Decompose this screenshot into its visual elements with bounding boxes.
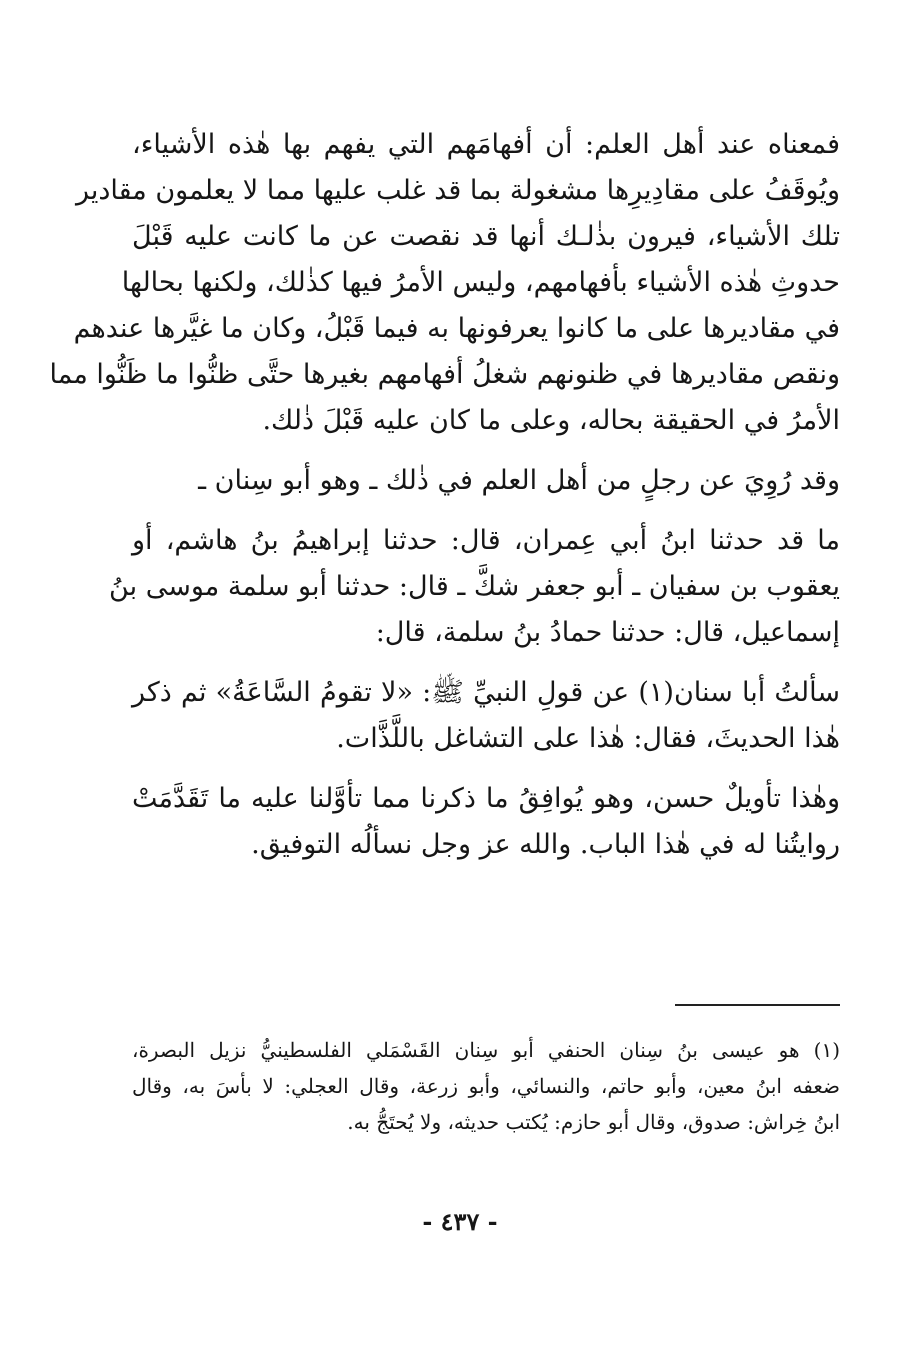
text-line: ونقص مقاديرها في ظنونهم شغلُ أفهامهم بغيرها حتَّى ظنُّوا ما ظَنُّوا مما xyxy=(49,359,840,390)
footnote-line: ابنُ خِراش: صدوق، وقال أبو حازم: يُكتب حديثه، ولا يُحتَجُّ به. xyxy=(347,1110,840,1134)
paragraph xyxy=(49,122,840,444)
footnotes xyxy=(132,1032,840,1140)
footnote-separator xyxy=(675,1004,840,1006)
text-line: فمعناه عند أهل العلم: أن أفهامَهم التي يفهم بها هٰذه الأشياء، xyxy=(132,129,840,160)
text-line: يعقوب بن سفيان ـ أبو جعفر شكَّ ـ قال: حدثنا أبو سلمة موسى بنُ xyxy=(109,571,840,602)
text-line: في مقاديرها على ما كانوا يعرفونها به فيما قَبْلُ، وكان ما غيَّرها عندهم xyxy=(73,313,840,344)
footnote-line: (١) هو عيسى بنُ سِنان الحنفي أبو سِنان القَسْمَلي الفلسطينيُّ نزيل البصرة، xyxy=(132,1038,840,1062)
paragraph xyxy=(132,776,840,868)
text-line: ما قد حدثنا ابنُ أبي عِمران، قال: حدثنا إبراهيمُ بنُ هاشم، أو xyxy=(132,525,840,556)
text-line: وقد رُوِيَ عن رجلٍ من أهل العلم في ذٰلك ـ وهو أبو سِنان ـ xyxy=(198,465,840,496)
main-text xyxy=(49,122,840,868)
text-line: ويُوقَفُ على مقادِيرِها مشغولة بما قد غلب عليها مما لا يعلمون مقادير xyxy=(75,175,840,206)
paragraph xyxy=(109,518,840,656)
text-line: حدوثِ هٰذه الأشياء بأفهامهم، وليس الأمرُ فيها كذٰلك، ولكنها بحالها xyxy=(121,267,840,298)
text-line: هٰذا الحديثَ، فقال: هٰذا على التشاغل باللَّذَّات. xyxy=(336,723,840,754)
text-line: الأمرُ في الحقيقة بحاله، وعلى ما كان عليه قَبْلَ ذٰلك. xyxy=(262,405,840,436)
text-line: تلك الأشياء، فيرون بذٰلـك أنها قد نقصت عن ما كانت عليه قَبْلَ xyxy=(132,221,840,252)
page-number: - ٤٣٧ - xyxy=(422,1207,498,1236)
text-line: سألتُ أبا سنان(١) عن قولِ النبيِّ ﷺ: «لا تقومُ السَّاعَةُ» ثم ذكر xyxy=(132,677,840,708)
text-line: روايتُنا له في هٰذا الباب. والله عز وجل نسألُه التوفيق. xyxy=(251,829,840,860)
text-line: وهٰذا تأويلٌ حسن، وهو يُوافِقُ ما ذكرنا مما تأوَّلنا عليه ما تَقَدَّمَتْ xyxy=(132,783,840,814)
text-line: إسماعيل، قال: حدثنا حمادُ بنُ سلمة، قال: xyxy=(375,617,840,648)
paragraph xyxy=(132,458,840,504)
paragraph xyxy=(132,670,840,762)
footnote-line: ضعفه ابنُ معين، وأبو حاتم، والنسائي، وأبو زرعة، وقال العجلي: لا بأسَ به، وقال xyxy=(132,1074,840,1098)
